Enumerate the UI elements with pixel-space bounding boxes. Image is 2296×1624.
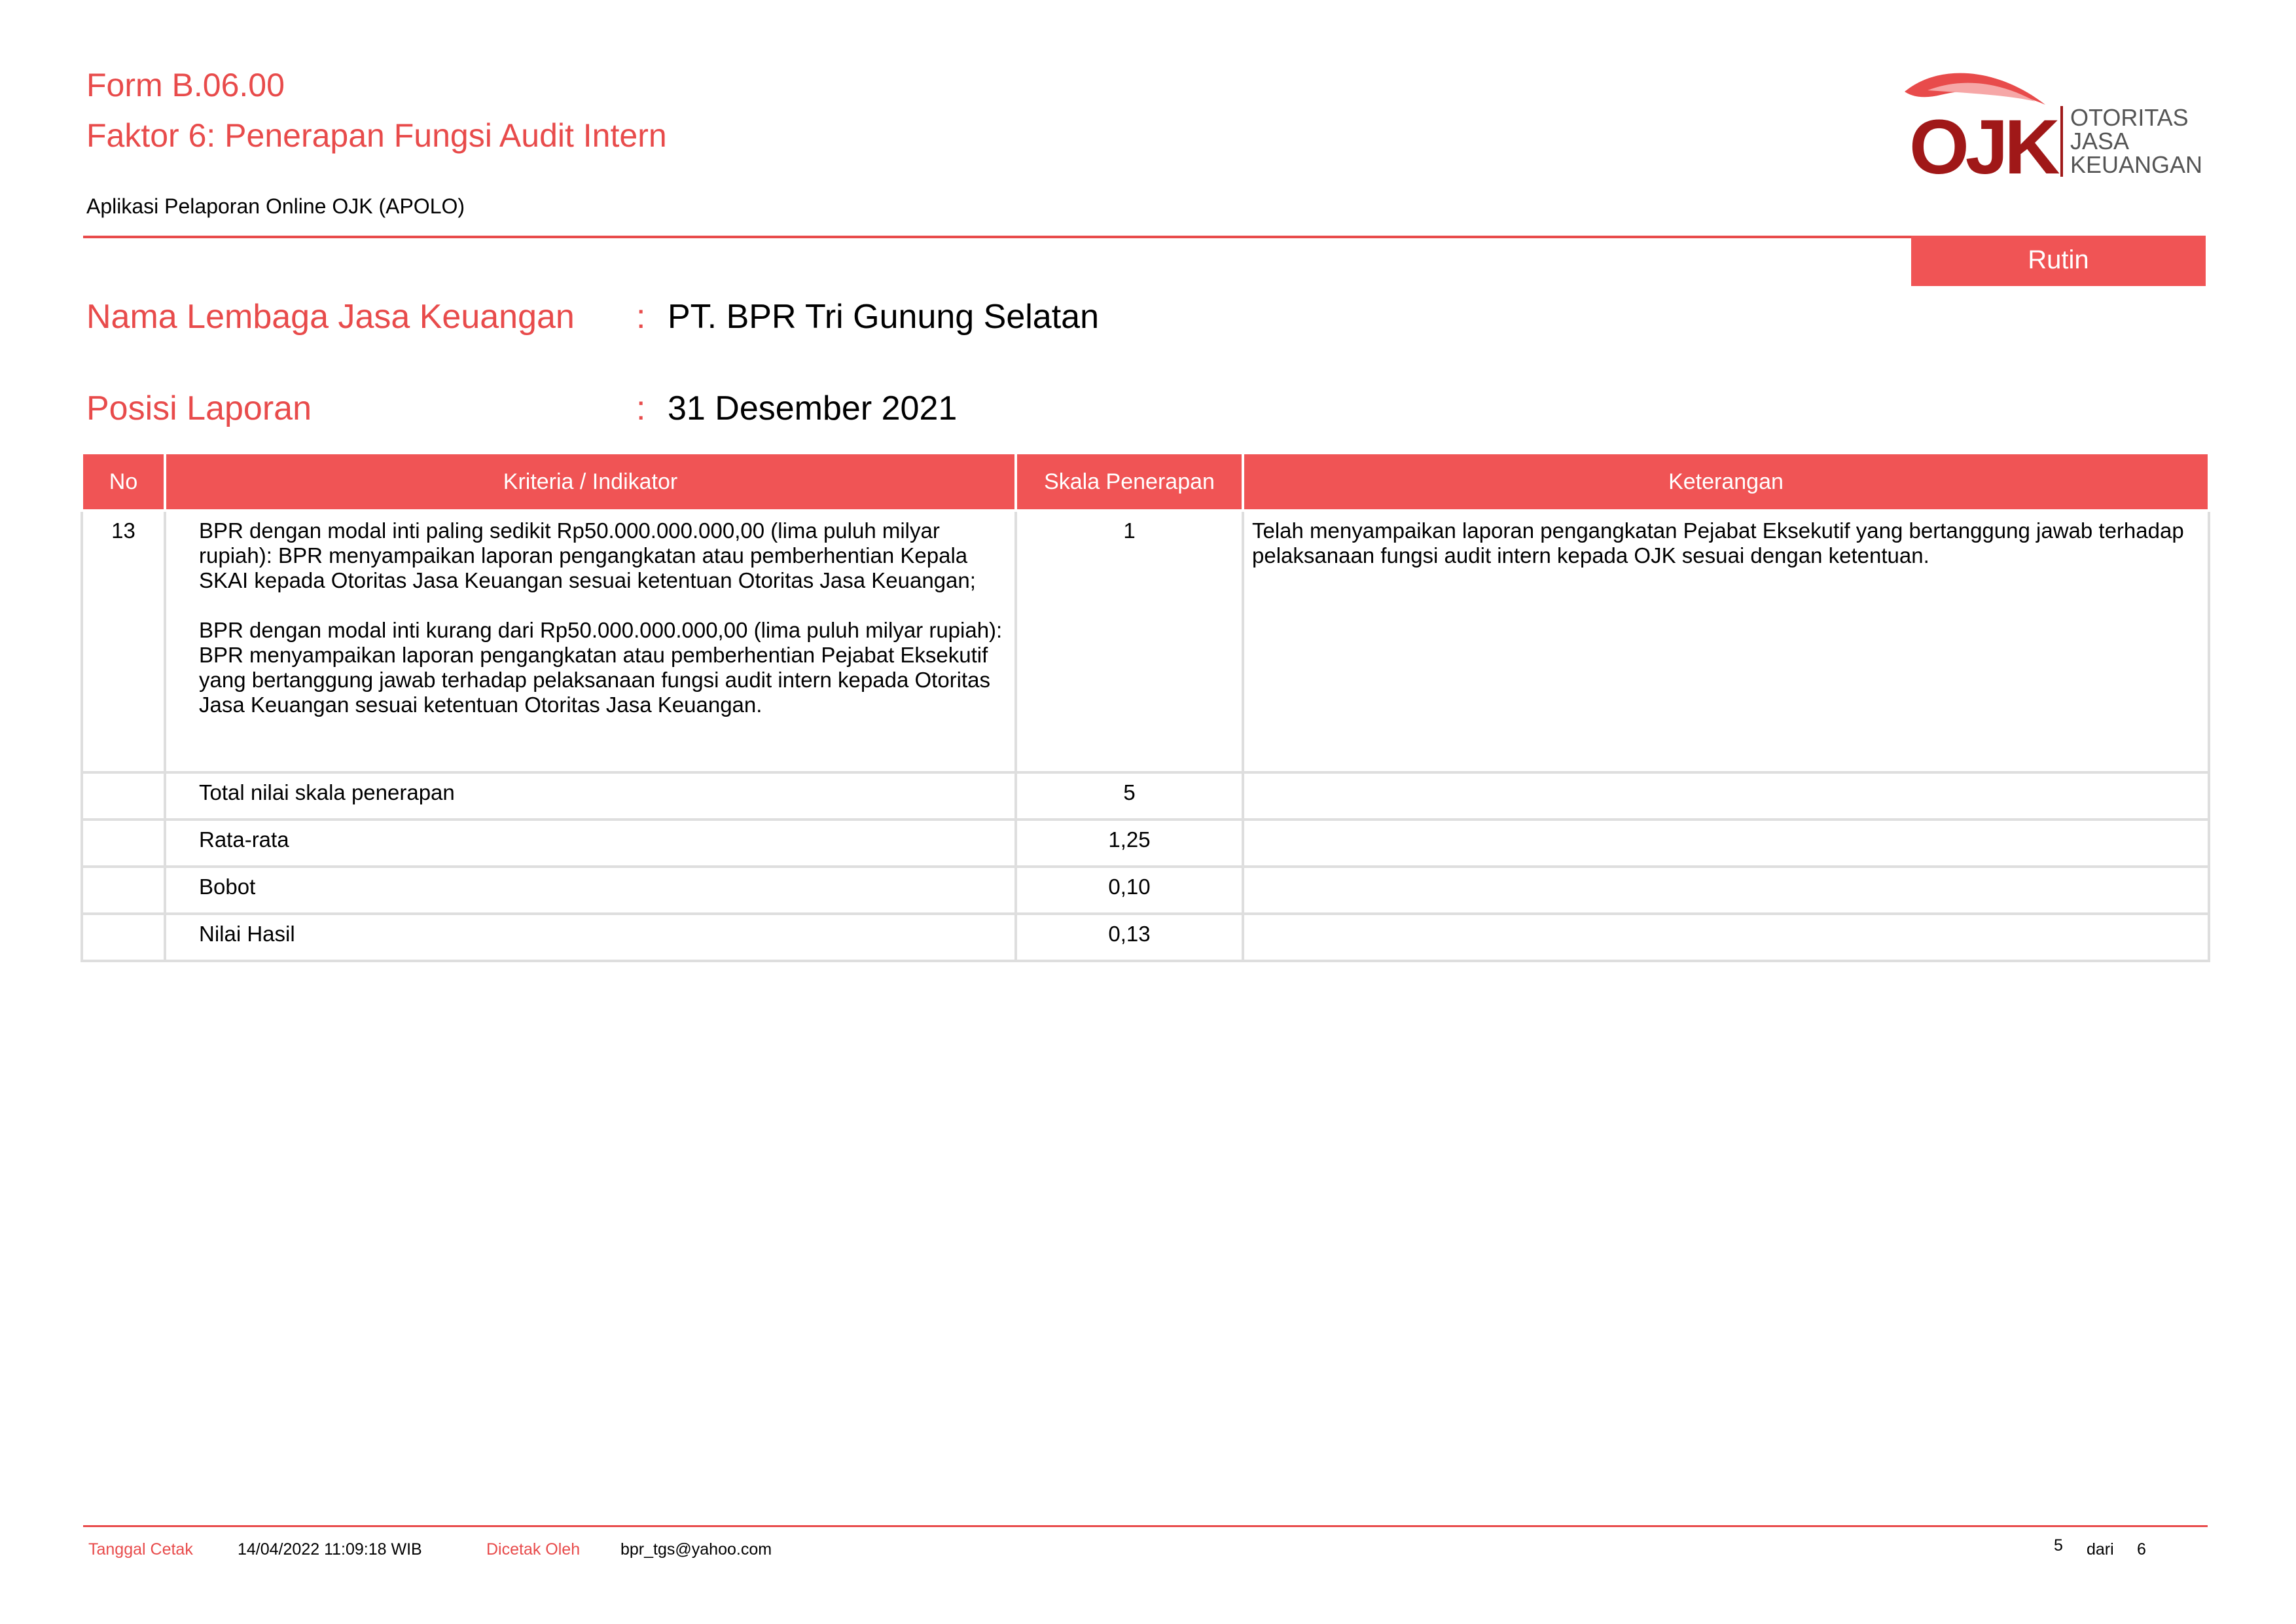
summary-value: 5 [1016,772,1243,820]
logo-line-3: KEUANGAN [2070,151,2203,178]
app-name: Aplikasi Pelaporan Online OJK (APOLO) [86,194,465,218]
position-value: 31 Desember 2021 [668,389,958,427]
report-type-badge: Rutin [1911,236,2206,286]
table-header-row [82,453,2209,511]
criteria-paragraph-1: BPR dengan modal inti paling sedikit Rp50.000.000.000,00 (lima puluh milyar rupiah): BPR menyampaikan laporan pengangkatan atau pemberhentian Kepala SKAI kepada Otoritas Jasa Keuangan sesuai ketentuan Otoritas Jasa Keuangan; [199,518,976,592]
summary-no [82,867,165,914]
summary-no [82,914,165,961]
summary-label: Rata-rata [165,820,1016,867]
summary-label: Bobot [165,867,1016,914]
position-label: Posisi Laporan [86,389,312,427]
row-remark: Telah menyampaikan laporan pengangkatan Pejabat Eksekutif yang bertanggung jawab terhadap pelaksanaan fungsi audit intern kepada OJK sesuai dengan ketentuan. [1243,511,2209,772]
header-criteria: Kriteria / Indikator [165,453,1016,511]
institution-separator: : [636,298,646,336]
summary-row [82,820,2209,867]
form-code: Form B.06.00 [86,67,285,103]
row-number: 13 [82,511,165,772]
print-date-value: 14/04/2022 11:09:18 WIB [238,1540,422,1559]
institution-label: Nama Lembaga Jasa Keuangan [86,298,575,336]
row-criteria [165,511,1016,772]
logo-line-1: OTORITAS [2070,104,2189,131]
row-scale: 1 [1016,511,1243,772]
table-row [82,511,2209,772]
printed-by-value: bpr_tgs@yahoo.com [620,1540,772,1559]
ojk-logo [1901,65,2209,190]
position-separator: : [636,389,646,427]
summary-row [82,772,2209,820]
summary-row [82,867,2209,914]
header-no: No [82,453,165,511]
summary-remark [1243,914,2209,961]
summary-value: 1,25 [1016,820,1243,867]
footer-divider [83,1525,2208,1527]
page-current: 5 [2054,1536,2063,1555]
summary-label: Total nilai skala penerapan [165,772,1016,820]
summary-no [82,772,165,820]
printed-by-label: Dicetak Oleh [486,1540,581,1559]
summary-label: Nilai Hasil [165,914,1016,961]
page-total: 6 [2137,1540,2146,1559]
summary-value: 0,13 [1016,914,1243,961]
page-of-label: dari [2087,1540,2114,1559]
summary-row [82,914,2209,961]
criteria-paragraph-2: BPR dengan modal inti kurang dari Rp50.000.000.000,00 (lima puluh milyar rupiah): BPR menyampaikan laporan pengangkatan atau pemberhentian Pejabat Eksekutif yang bertanggung jawab terhadap pelaksanaan fungsi audit intern kepada Otoritas Jasa Keuangan sesuai ketentuan Otoritas Jasa Keuangan. [199,618,1003,717]
print-date-label: Tanggal Cetak [88,1540,193,1559]
institution-value: PT. BPR Tri Gunung Selatan [668,298,1100,336]
summary-remark [1243,867,2209,914]
logo-mark: OJK [1909,104,2056,190]
summary-value: 0,10 [1016,867,1243,914]
summary-remark [1243,772,2209,820]
header-remark: Keterangan [1243,453,2209,511]
logo-line-2: JASA [2070,128,2130,154]
summary-no [82,820,165,867]
header-scale: Skala Penerapan [1016,453,1243,511]
assessment-table [81,452,2210,962]
header-divider [83,236,1911,238]
form-title: Faktor 6: Penerapan Fungsi Audit Intern [86,117,667,154]
summary-remark [1243,820,2209,867]
